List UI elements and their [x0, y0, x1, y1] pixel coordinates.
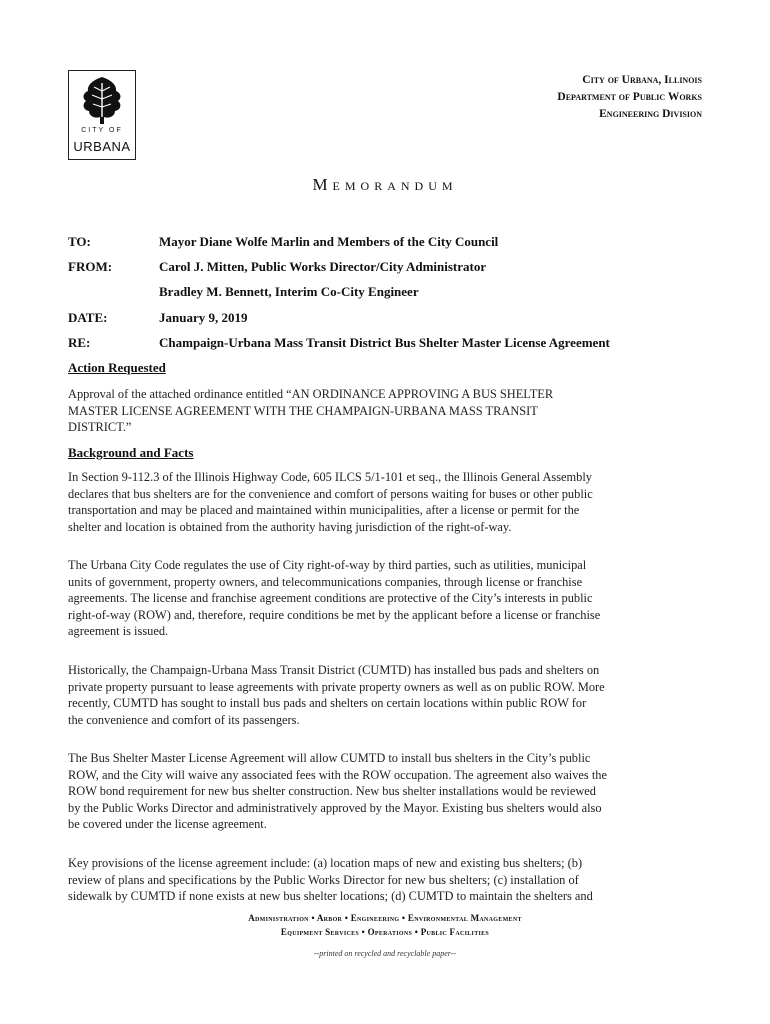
- from-label: FROM:: [68, 259, 113, 274]
- text-line: The Urbana City Code regulates the use of City right-of-way by third parties, such as utilities, municipal: [68, 558, 587, 572]
- text-line: agreement is issued.: [68, 624, 169, 638]
- from-value-1: Carol J. Mitten, Public Works Director/City Administrator: [159, 259, 487, 274]
- background-paragraph-3: [68, 662, 708, 728]
- date-value: January 9, 2019: [159, 310, 248, 325]
- background-heading: Background and Facts: [68, 445, 194, 460]
- action-requested-paragraph: [68, 386, 708, 436]
- text-line: right-of-way (ROW) and, therefore, require conditions be met by the applicant before a license or franchise: [68, 607, 601, 622]
- background-paragraph-1: [68, 469, 708, 535]
- to-label: TO:: [68, 234, 91, 249]
- letterhead-city: City of Urbana, Illinois: [582, 74, 702, 86]
- text-line: DISTRICT.”: [68, 420, 132, 434]
- leaf-icon: [69, 71, 135, 127]
- text-line: In Section 9-112.3 of the Illinois Highway Code, 605 ILCS 5/1-101 et seq., the Illinois General Assembly: [68, 470, 593, 484]
- text-line: be covered under the license agreement.: [68, 817, 267, 831]
- text-line: sidewalk by CUMTD if none exists at new bus shelter locations; (d) CUMTD to maintain the shelters and: [68, 889, 593, 903]
- text-line: Historically, the Champaign-Urbana Mass Transit District (CUMTD) has installed bus pads and shelters on: [68, 663, 600, 677]
- text-line: review of plans and specifications by the Public Works Director for new bus shelters; (c) installation of: [68, 872, 579, 887]
- date-label: DATE:: [68, 310, 108, 325]
- memo-title: Memorandum: [312, 175, 458, 194]
- background-paragraph-4: [68, 750, 708, 833]
- text-line: ROW bond requirement for new bus shelter construction. New bus shelter installations would be reviewed: [68, 784, 596, 798]
- text-line: shelter and location is obtained from the authority having jurisdiction of the right-of-way.: [68, 519, 512, 534]
- logo-small-text: CITY OF: [81, 127, 123, 134]
- text-line: the convenience and comfort of its passengers.: [68, 712, 300, 727]
- text-line: MASTER LICENSE AGREEMENT WITH THE CHAMPAIGN-URBANA MASS TRANSIT: [68, 403, 538, 418]
- text-line: declares that bus shelters are for the convenience and comfort of persons waiting for buses or other public: [68, 486, 593, 501]
- text-line: transportation and may be placed and maintained within municipalities, after a license or permit for the: [68, 503, 580, 517]
- text-line: recently, CUMTD has sought to install bus pads and shelters on certain locations within public ROW for: [68, 696, 587, 710]
- text-line: units of government, property owners, and telecommunications companies, through license or franchise: [68, 574, 583, 589]
- action-requested-heading: Action Requested: [68, 360, 166, 375]
- background-paragraph-2: [68, 557, 708, 640]
- letterhead: [557, 72, 702, 123]
- re-value: Champaign-Urbana Mass Transit District Bus Shelter Master License Agreement: [159, 335, 610, 350]
- text-line: The Bus Shelter Master License Agreement will allow CUMTD to install bus shelters in the City’s public: [68, 751, 591, 765]
- footer-recycled-note: --printed on recycled and recyclable paper--: [313, 949, 457, 958]
- text-line: Key provisions of the license agreement include: (a) location maps of new and existing bus shelters; (b): [68, 856, 583, 870]
- text-line: ROW, and the City will waive any associated fees with the ROW occupation. The agreement also waives the: [68, 767, 607, 782]
- re-label: RE:: [68, 335, 91, 350]
- background-paragraph-5: [68, 855, 708, 905]
- from-value-2: Bradley M. Bennett, Interim Co-City Engineer: [159, 284, 419, 299]
- letterhead-division: Engineering Division: [599, 108, 702, 120]
- logo-big-text: URBANA: [73, 139, 131, 154]
- letterhead-department: Department of Public Works: [557, 91, 702, 103]
- city-logo: [68, 70, 136, 160]
- text-line: Approval of the attached ordinance entitled “AN ORDINANCE APPROVING A BUS SHELTER: [68, 387, 554, 401]
- text-line: agreements. The license and franchise agreement conditions are protective of the City’s interests in public: [68, 591, 593, 605]
- text-line: by the Public Works Director and administratively approved by the Mayor. Existing bus shelters would also: [68, 800, 602, 815]
- footer-divisions-line-2: Equipment Services • Operations • Public Facilities: [280, 927, 490, 937]
- to-value: Mayor Diane Wolfe Marlin and Members of the City Council: [159, 234, 499, 249]
- footer-divisions-line-1: Administration • Arbor • Engineering • Environmental Management: [248, 913, 522, 923]
- text-line: private property pursuant to lease agreements with private property owners as well as on public ROW. More: [68, 679, 605, 694]
